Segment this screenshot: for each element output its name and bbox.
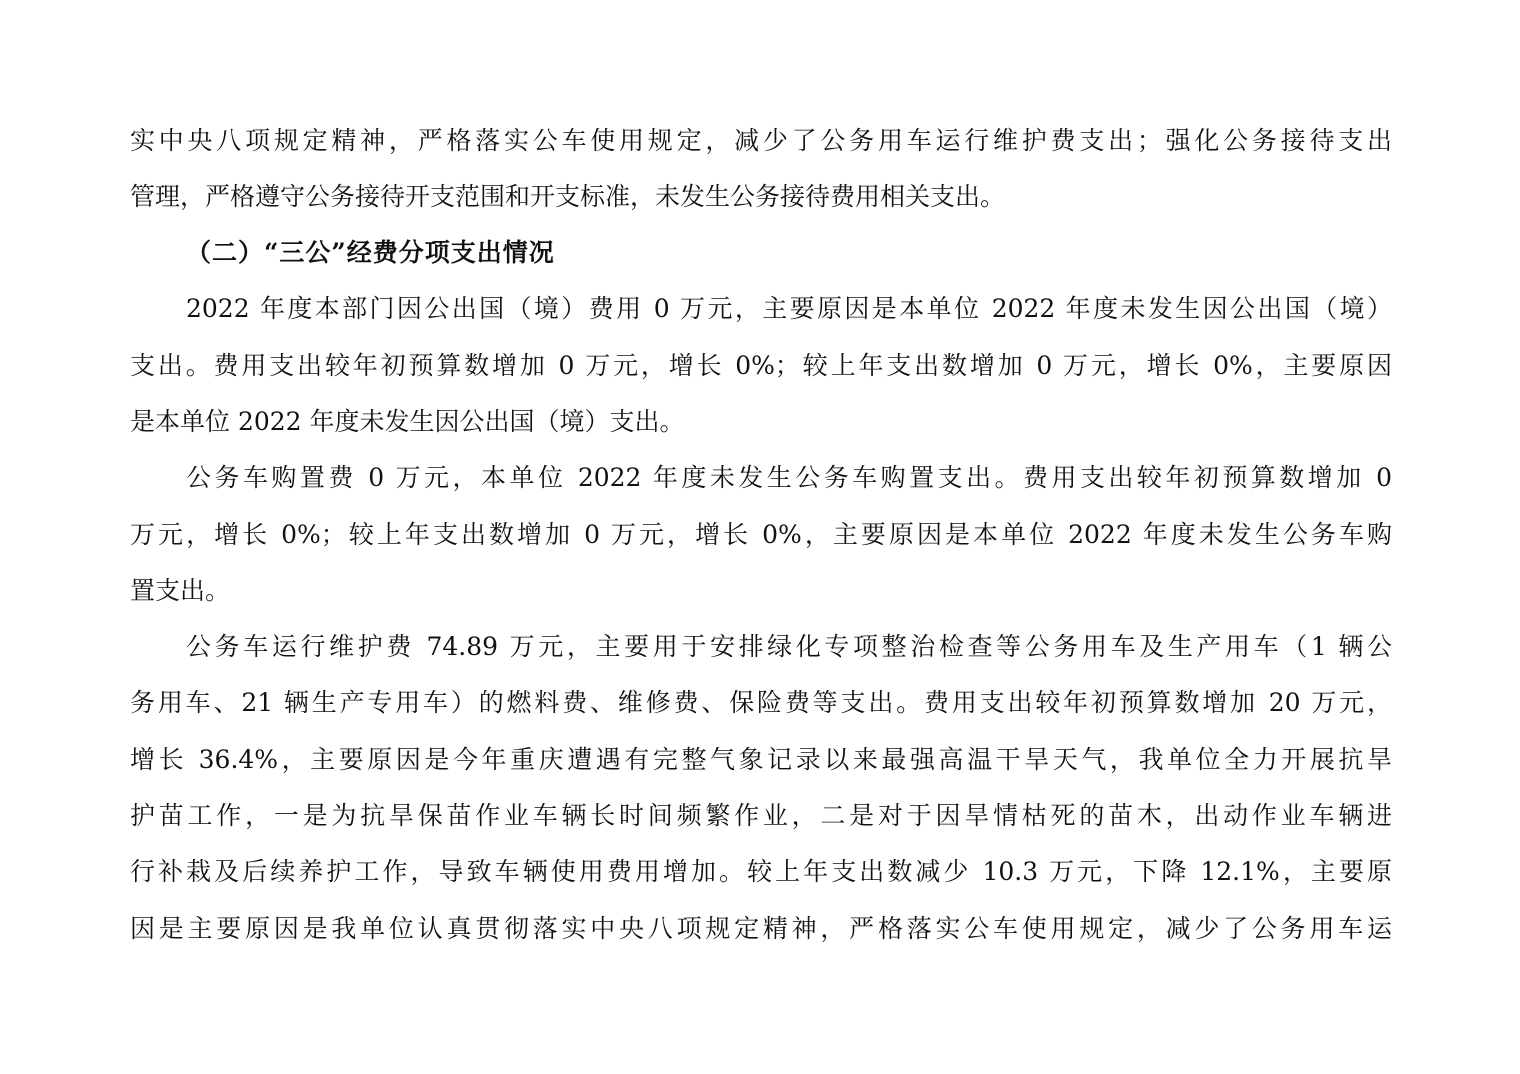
paragraph-line: 支出。费用支出较年初预算数增加 0 万元，增长 0%；较上年支出数增加 0 万元，增长 0%，主要原因 (130, 351, 1392, 380)
paragraph-line: 是本单位 2022 年度未发生因公出国（境）支出。 (130, 407, 685, 436)
paragraph-line: 行补栽及后续养护工作，导致车辆使用费用增加。较上年支出数减少 10.3 万元，下降 12.1%，主要原 (130, 857, 1392, 886)
paragraph-line: 务用车、21 辆生产专用车）的燃料费、维修费、保险费等支出。费用支出较年初预算数增加 20 万元， (130, 688, 1392, 717)
section-heading: （二）“三公”经费分项支出情况 (186, 238, 555, 267)
paragraph-line: 护苗工作，一是为抗旱保苗作业车辆长时间频繁作业，二是对于因旱情枯死的苗木，出动作业车辆进 (130, 801, 1392, 830)
paragraph-line: 置支出。 (130, 576, 231, 605)
paragraph-line: 因是主要原因是我单位认真贯彻落实中央八项规定精神，严格落实公车使用规定，减少了公务用车运 (130, 914, 1392, 943)
paragraph-line: 实中央八项规定精神，严格落实公车使用规定，减少了公务用车运行维护费支出；强化公务接待支出 (130, 126, 1392, 155)
paragraph-line: 管理，严格遵守公务接待开支范围和开支标准，未发生公务接待费用相关支出。 (130, 182, 1006, 211)
paragraph-line: 公务车运行维护费 74.89 万元，主要用于安排绿化专项整治检查等公务用车及生产用车（1 辆公 (186, 632, 1392, 661)
paragraph-line: 2022 年度本部门因公出国（境）费用 0 万元，主要原因是本单位 2022 年度未发生因公出国（境） (186, 294, 1392, 323)
paragraph-line: 万元，增长 0%；较上年支出数增加 0 万元，增长 0%，主要原因是本单位 2022 年度未发生公务车购 (130, 520, 1392, 549)
paragraph-line: 增长 36.4%，主要原因是今年重庆遭遇有完整气象记录以来最强高温干旱天气，我单位全力开展抗旱 (130, 745, 1392, 774)
paragraph-line: 公务车购置费 0 万元，本单位 2022 年度未发生公务车购置支出。费用支出较年初预算数增加 0 (186, 463, 1392, 492)
